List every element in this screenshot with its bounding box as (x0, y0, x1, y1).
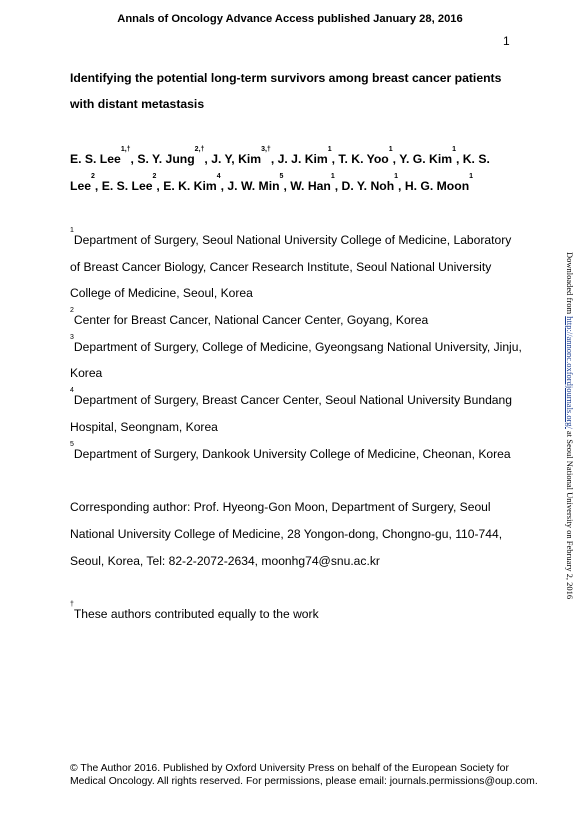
paper-title-line-2: with distant metastasis (70, 97, 205, 111)
author: Y. G. Kim$^1$ (399, 146, 456, 166)
affiliation-line: $^4$Department of Surgery, Breast Cancer Center, Seoul National University Bundang (70, 387, 512, 407)
author-part: K. S. (462, 152, 490, 166)
author: E. K. Kim$^4$ (163, 173, 221, 193)
affiliation-line: $^1$Department of Surgery, Seoul National University College of Medicine, Laboratory (70, 227, 512, 247)
affiliation-line: $^2$Center for Breast Cancer, National Cancer Center, Goyang, Korea (70, 307, 429, 327)
download-note-prefix: Downloaded from (565, 252, 575, 317)
author-part: Lee (70, 179, 92, 193)
page-number: 1 (503, 34, 510, 48)
author: E. S. Lee$^{1,\dagger}$ (70, 146, 131, 166)
author-line-2: Lee$^2$, E. S. Lee$^2$, E. K. Kim$^4$, J. W. Min$^5$, W. Han$^1$, D. Y. Noh$^1$, H. G. Moon$^1$ (70, 173, 474, 193)
author: W. Han$^1$ (290, 173, 335, 193)
corresponding-line: Seoul, Korea, Tel: 82-2-2072-2634, moonhg74@snu.ac.kr (70, 554, 380, 568)
author: J. W. Min$^5$ (227, 173, 284, 193)
affiliation-line: $^5$Department of Surgery, Dankook University College of Medicine, Cheonan, Korea (70, 441, 511, 461)
copyright-line: Medical Oncology. All rights reserved. For permissions, please email: journals.permissions@oup.com. (70, 776, 538, 787)
author: H. G. Moon$^1$ (404, 173, 474, 193)
author: T. K. Yoo$^1$ (338, 146, 393, 166)
affiliation-line: $^3$Department of Surgery, College of Medicine, Gyeongsang National University, Jinju, (70, 334, 522, 354)
download-note-suffix: at Seoul National University on February 2, 2016 (565, 428, 575, 600)
equal-contribution-note: †These authors contributed equally to the work (70, 601, 319, 621)
journal-link[interactable]: http://annonc.oxfordjournals.org/ (565, 316, 575, 429)
copyright-line: © The Author 2016. Published by Oxford University Press on behalf of the European Society for (70, 763, 509, 774)
download-note (563, 252, 575, 600)
author-line-1: E. S. Lee$^{1,\dagger}$, S. Y. Jung$^{2,\dagger}$, J. Y, Kim$^{3,\dagger}$, J. J. Kim$^1$, T. K. Yoo$^1$, Y. G. Kim$^1$, K. S. (70, 146, 490, 166)
author: D. Y. Noh$^1$ (341, 173, 399, 193)
affiliation-line: College of Medicine, Seoul, Korea (70, 286, 253, 300)
affiliation-line: Hospital, Seongnam, Korea (70, 420, 218, 434)
paper-title-line-1: Identifying the potential long-term survivors among breast cancer patients (70, 71, 502, 85)
author: E. S. Lee$^2$ (101, 173, 157, 193)
corresponding-line: National University College of Medicine, 28 Yongon-dong, Chongno-gu, 110-744, (70, 527, 503, 541)
corresponding-line: Corresponding author: Prof. Hyeong-Gon Moon, Department of Surgery, Seoul (70, 500, 491, 514)
author: J. Y, Kim$^{3,\dagger}$ (211, 146, 271, 166)
affiliation-line: Korea (70, 366, 103, 380)
affiliation-line: of Breast Cancer Biology, Cancer Research Institute, Seoul National University (70, 260, 492, 274)
author: S. Y. Jung$^{2,\dagger}$ (137, 146, 205, 166)
author: J. J. Kim$^1$ (277, 146, 332, 166)
journal-header: Annals of Oncology Advance Access published January 28, 2016 (117, 13, 463, 25)
